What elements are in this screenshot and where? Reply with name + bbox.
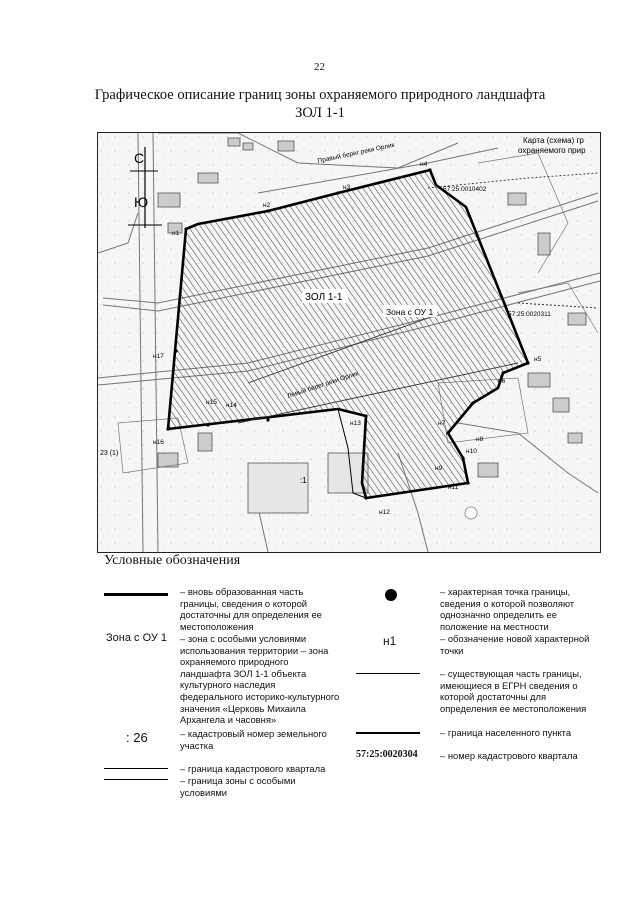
river-label-right: Правый берег реки Орлик — [316, 141, 396, 165]
point-label-n5: н5 — [534, 356, 542, 363]
legend-symbol-point-label: н1 — [383, 634, 397, 648]
map-caption-line1: Карта (схема) гр — [523, 136, 584, 145]
legend-symbol-zone-boundary — [104, 779, 168, 780]
point-label-n4: н4 — [420, 161, 428, 168]
point-label-n15: н15 — [206, 399, 217, 406]
legend-text-characteristic-point: – характерная точка границы, сведения о которой позволяют однозначно определить ее положение на местности — [440, 586, 575, 632]
legend-text-existing-boundary: – существующая часть границы, имеющиеся в ЕГРН сведения о которой достаточны для определения ее местоположения — [440, 668, 587, 714]
point-label-n10: н10 — [466, 448, 477, 455]
legend-symbol-existing-boundary — [356, 673, 420, 674]
point-label-n2: н2 — [263, 202, 271, 209]
legend-text-zone-ou: – зона с особыми условиями использования территории – зона охраняемого природного ландшафта ЗОЛ 1-1 объекта культурного наследия федерального историко-культурного значения «Церковь Михаила Архангела и часовня» — [180, 633, 340, 726]
zone-label: ЗОЛ 1-1 — [305, 292, 343, 303]
point-label-n1: н1 — [172, 230, 180, 237]
map-svg — [98, 133, 600, 552]
point-label-n8: н8 — [476, 436, 484, 443]
legend-heading: Условные обозначения — [104, 553, 241, 568]
document-title — [40, 86, 600, 122]
legend-symbol-zone-ou: Зона с ОУ 1 — [106, 632, 168, 644]
legend-symbol-thick-line — [104, 593, 168, 596]
quarter-label-1: 57:25:0010402 — [443, 186, 487, 193]
point-label-n6: н6 — [498, 378, 506, 385]
river-label-left: Левый берег реки Орлик — [286, 370, 360, 400]
compass-north-label: С — [134, 150, 145, 166]
cadastral-map — [97, 132, 601, 553]
title-line-1: Графическое описание границ зоны охраняемого природного ландшафта — [94, 87, 546, 103]
compass-south-label: Ю — [134, 194, 149, 210]
title-line-2: ЗОЛ 1-1 — [295, 105, 345, 121]
page-number: 22 — [314, 61, 325, 73]
legend-text-new-boundary: – вновь образованная часть границы, сведения о которой достаточны для определения ее местоположения — [180, 586, 322, 632]
legend-text-point-label: – обозначение новой характерной точки — [440, 633, 590, 656]
point-label-n9: н9 — [435, 465, 443, 472]
legend-text-zone-boundary: – граница зоны с особыми условиями — [180, 775, 296, 798]
point-label-n13: н13 — [350, 420, 361, 427]
legend-symbol-dot — [385, 589, 397, 601]
point-label-n16: н16 — [153, 439, 164, 446]
zone-ou-label: Зона с ОУ 1 — [386, 307, 434, 317]
parcel-label: :1 — [300, 476, 307, 485]
point-label-n11: н11 — [448, 484, 459, 491]
legend-text-quarter-number: – номер кадастрового квартала — [440, 750, 578, 761]
legend-symbol-parcel-number: : 26 — [126, 730, 148, 745]
quarter-label-2: 57:25:0020311 — [508, 311, 551, 318]
point-label-n14: н14 — [226, 402, 237, 409]
legend-text-settlement-boundary: – граница населенного пункта — [440, 727, 572, 738]
point-label-n12: н12 — [379, 509, 390, 516]
left-edge-label: 23 (1) — [100, 450, 119, 457]
point-label-n17: н17 — [153, 353, 164, 360]
map-caption-line2: охраняемого прир — [518, 146, 586, 155]
legend-symbol-quarter-boundary — [104, 768, 168, 769]
legend-symbol-settlement-boundary — [356, 732, 420, 734]
legend-text-quarter-boundary: – граница кадастрового квартала — [180, 763, 326, 774]
legend-symbol-quarter-number: 57:25:0020304 — [356, 749, 418, 760]
legend-text-parcel-number: – кадастровый номер земельного участка — [180, 728, 327, 751]
point-label-n7: н7 — [438, 420, 446, 427]
point-label-n3: н3 — [343, 184, 351, 191]
